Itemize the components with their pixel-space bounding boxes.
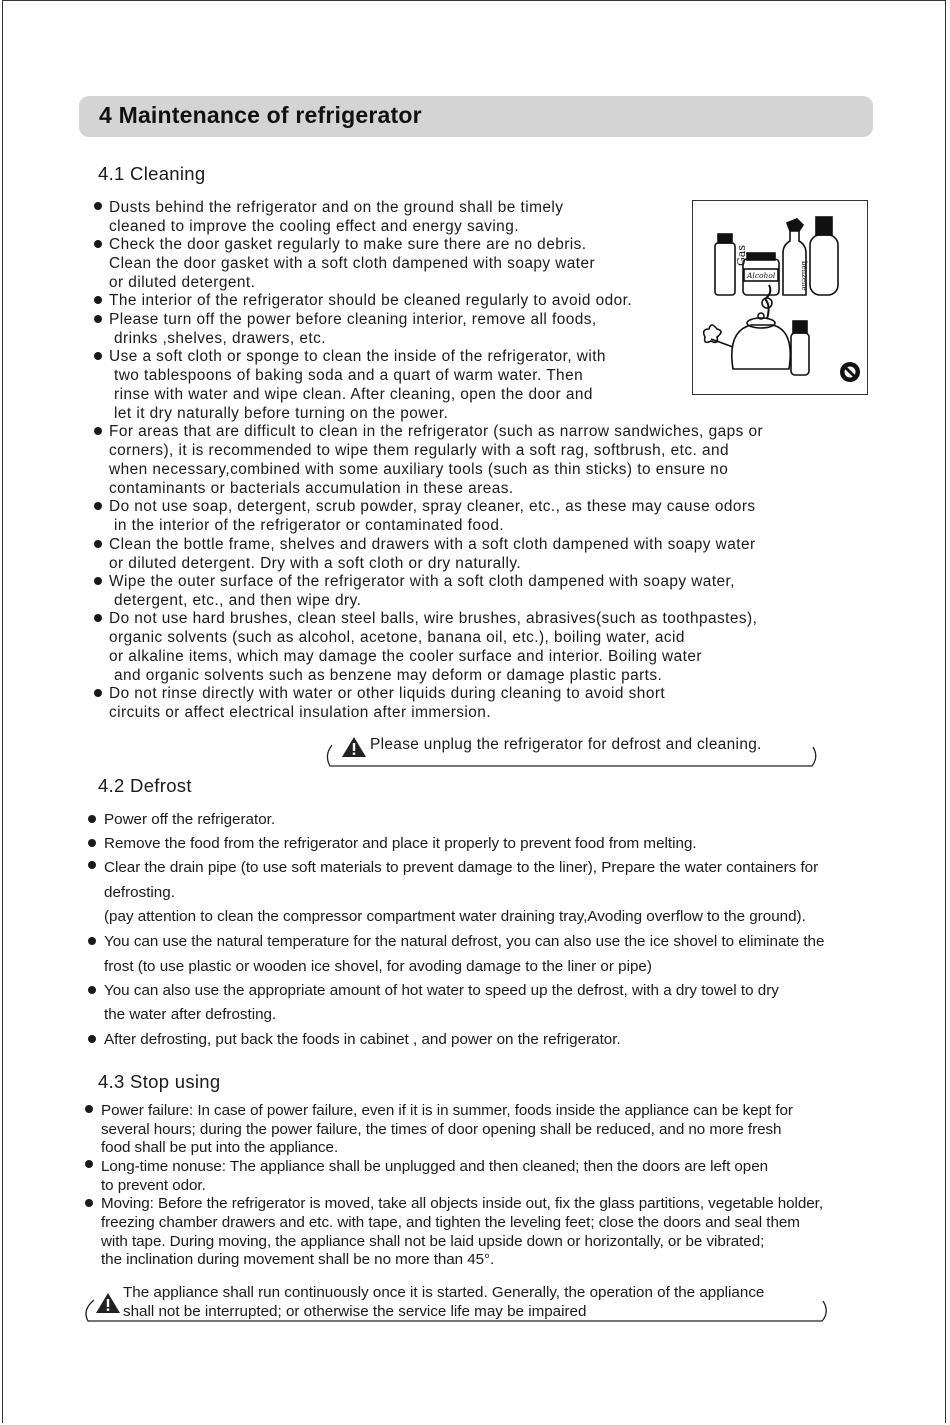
defrost-line: Power off the refrigerator.: [104, 811, 276, 828]
cleaning-line: rinse with water and wipe clean. After cleaning, open the door and: [114, 386, 593, 403]
defrost-line: Remove the food from the refrigerator and place it properly to prevent food from melting.: [104, 835, 697, 852]
alcohol-label: Alcohol: [747, 271, 776, 280]
stop-line: Long-time nonuse: The appliance shall be unplugged and then cleaned; then the doors are left open: [101, 1158, 768, 1175]
bullet-icon: [88, 1035, 96, 1043]
cleaning-line: Dusts behind the refrigerator and on the ground shall be timely: [109, 199, 564, 216]
bullet-icon: [94, 689, 102, 697]
cleaning-line: detergent, etc., and then wipe dry.: [114, 592, 362, 609]
stop-line: to prevent odor.: [101, 1177, 206, 1194]
cleaning-line: or diluted detergent. Dry with a soft cloth or dry naturally.: [109, 555, 522, 572]
stop-line: food shall be put into the appliance.: [101, 1139, 339, 1156]
chapter-title: 4 Maintenance of refrigerator: [99, 102, 422, 128]
cleaning-line: contaminants or bacterials accumulation in these areas.: [109, 480, 514, 497]
stop-warning-text-line1: The appliance shall run continuously once it is started. Generally, the operation of the appliance: [123, 1284, 765, 1301]
section-title-defrost: 4.2 Defrost: [98, 775, 192, 796]
bullet-icon: [88, 861, 96, 869]
bullet-icon: [94, 502, 102, 510]
cleaning-line: let it dry naturally before turning on the power.: [114, 405, 449, 422]
defrost-line: You can use the natural temperature for the natural defrost, you can also use the ice shovel to eliminate the: [104, 933, 825, 950]
cleaning-line: Clean the bottle frame, shelves and drawers with a soft cloth dampened with soapy water: [109, 536, 756, 553]
cleaning-line: and organic solvents such as benzene may deform or damage plastic parts.: [114, 667, 663, 684]
stop-warning-text-line2: shall not be interrupted; or otherwise the service life may be impaired: [123, 1303, 587, 1320]
cleaning-line: Check the door gasket regularly to make sure there are no debris.: [109, 236, 587, 253]
cleaning-line: The interior of the refrigerator should be cleaned regularly to avoid odor.: [109, 292, 633, 309]
cleaning-line: Clean the door gasket with a soft cloth dampened with soapy water: [109, 255, 596, 272]
bullet-icon: [88, 986, 96, 994]
cleaning-line: or diluted detergent.: [109, 274, 256, 291]
cleaning-line: in the interior of the refrigerator or contaminated food.: [114, 517, 505, 534]
section-title-cleaning: 4.1 Cleaning: [98, 163, 206, 184]
defrost-line: defrosting.: [104, 884, 175, 901]
defrost-line: After defrosting, put back the foods in cabinet , and power on the refrigerator.: [104, 1031, 621, 1048]
gas-label: Gas: [735, 245, 748, 266]
defrost-line: frost (to use plastic or wooden ice shovel, for avoding damage to the liner or pipe): [104, 958, 652, 975]
warning-triangle-icon: [341, 736, 367, 758]
benzene-label: benzene: [800, 261, 808, 291]
defrost-line: Clear the drain pipe (to use soft materials to prevent damage to the liner), Prepare the water containers for: [104, 859, 819, 876]
bullet-icon: [85, 1160, 93, 1168]
cleaning-line: Do not use soap, detergent, scrub powder, spray cleaner, etc., as these may cause odors: [109, 498, 756, 515]
chapter-header: [79, 96, 873, 137]
cleaning-line: cleaned to improve the cooling effect and energy saving.: [109, 218, 519, 235]
defrost-line: You can also use the appropriate amount of hot water to speed up the defrost, with a dry towel to dry: [104, 982, 779, 999]
defrost-line: the water after defrosting.: [104, 1006, 277, 1023]
cleaning-line: or alkaline items, which may damage the cooler surface and interior. Boiling water: [109, 648, 702, 665]
bullet-icon: [88, 937, 96, 945]
bullet-icon: [94, 315, 102, 323]
stop-line: freezing chamber drawers and etc. with tape, and tighten the leveling feet; close the doors and seal them: [101, 1214, 800, 1231]
cleaning-line: organic solvents (such as alcohol, acetone, banana oil, etc.), boiling water, acid: [109, 629, 685, 646]
bullet-icon: [94, 202, 102, 210]
cleaning-line: Wipe the outer surface of the refrigerator with a soft cloth dampened with soapy water,: [109, 573, 736, 590]
bullet-icon: [94, 427, 102, 435]
stop-line: Moving: Before the refrigerator is moved, take all objects inside out, fix the glass partitions, vegetable holder,: [101, 1195, 824, 1212]
cleaning-line: Do not use hard brushes, clean steel balls, wire brushes, abrasives(such as toothpastes),: [109, 610, 758, 627]
cleaning-line: drinks ,shelves, drawers, etc.: [114, 330, 326, 347]
bullet-icon: [88, 815, 96, 823]
bullet-icon: [94, 296, 102, 304]
bullet-icon: [85, 1199, 93, 1207]
bullet-icon: [85, 1105, 93, 1113]
stop-line: several hours; during the power failure, the times of door opening shall be reduced, and no more fresh: [101, 1121, 782, 1138]
cleaning-line: Use a soft cloth or sponge to clean the inside of the refrigerator, with: [109, 348, 606, 365]
stop-line: Power failure: In case of power failure, even if it is in summer, foods inside the appliance can be kept for: [101, 1102, 793, 1119]
stop-line: the inclination during movement shall be no more than 45°.: [101, 1251, 495, 1268]
chemicals-prohibited-icon: [693, 201, 867, 394]
bullet-icon: [94, 352, 102, 360]
cleaning-line: For areas that are difficult to clean in the refrigerator (such as narrow sandwiches, gaps or: [109, 423, 764, 440]
cleaning-line: two tablespoons of baking soda and a quart of warm water. Then: [114, 367, 584, 384]
cleaning-line: corners), it is recommended to wipe them regularly with a soft rag, softbrush, etc. and: [109, 442, 729, 459]
defrost-line: (pay attention to clean the compressor compartment water draining tray,Avoding overflow to the ground).: [104, 908, 806, 925]
bullet-icon: [94, 614, 102, 622]
cleaning-warning: [322, 735, 820, 769]
cleaning-line: circuits or affect electrical insulation after immersion.: [109, 704, 492, 721]
bullet-icon: [94, 540, 102, 548]
stop-line: with tape. During moving, the appliance shall not be laid upside down or horizontally, or be vibrated;: [101, 1233, 765, 1250]
bullet-icon: [94, 240, 102, 248]
cleaning-line: when necessary,combined with some auxiliary tools (such as thin sticks) to ensure no: [109, 461, 729, 478]
warning-triangle-icon: [95, 1292, 121, 1314]
stop-using-warning: [82, 1284, 832, 1324]
bullet-icon: [88, 839, 96, 847]
section-title-stop-using: 4.3 Stop using: [98, 1071, 221, 1092]
cleaning-warning-text: Please unplug the refrigerator for defrost and cleaning.: [370, 736, 762, 753]
bullet-icon: [94, 577, 102, 585]
cleaning-line: Do not rinse directly with water or other liquids during cleaning to avoid short: [109, 685, 666, 702]
cleaning-agents-illustration: [692, 200, 868, 395]
cleaning-line: Please turn off the power before cleaning interior, remove all foods,: [109, 311, 597, 328]
